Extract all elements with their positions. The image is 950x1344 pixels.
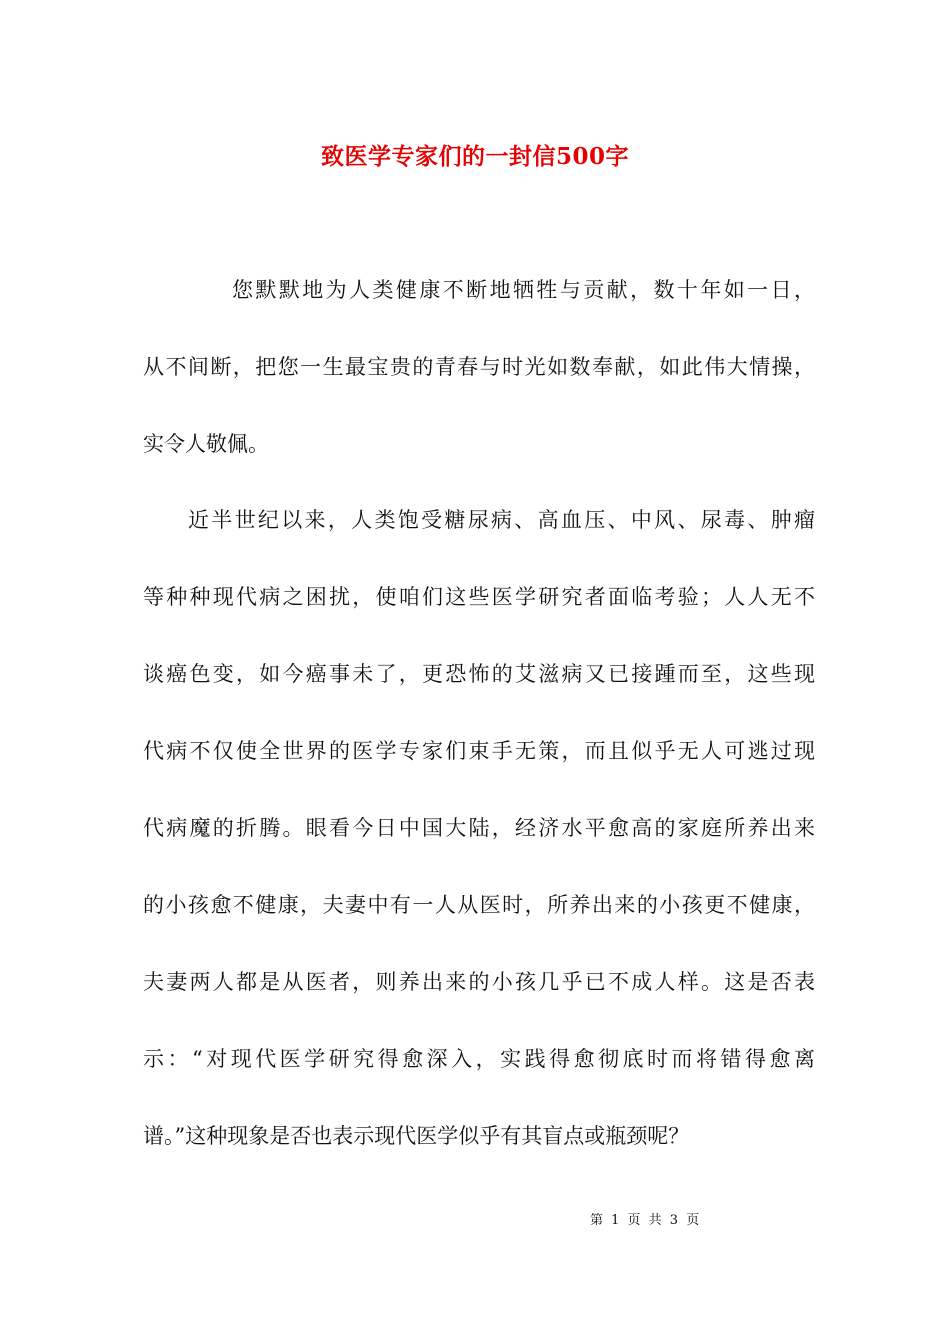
paragraph-line: 示：“对现代医学研究得愈深入，实践得愈彻底时而将错得愈离	[143, 1047, 815, 1071]
document-title: 致医学专家们的一封信500字	[320, 143, 629, 170]
paragraph-line: 谱。”这种现象是否也表示现代医学似乎有其盲点或瓶颈呢？	[143, 1124, 690, 1148]
paragraph-line: 谈癌色变，如今癌事未了，更恐怖的艾滋病又已接踵而至，这些现	[143, 662, 815, 686]
paragraph-1	[143, 252, 815, 483]
paragraph-line: 代病魔的折腾。眼看今日中国大陆，经济水平愈高的家庭所养出来	[143, 816, 815, 840]
paragraph-2	[143, 482, 815, 1175]
paragraph-line: 的小孩愈不健康，夫妻中有一人从医时，所养出来的小孩更不健康，	[143, 893, 815, 917]
paragraph-line: 您默默地为人类健康不断地牺牲与贡献，数十年如一日，	[232, 278, 815, 302]
page-number-footer: 第 1 页 共 3 页	[590, 1213, 702, 1228]
paragraph-line: 近半世纪以来，人类饱受糖尿病、高血压、中风、尿毒、肿瘤	[188, 508, 815, 532]
paragraph-line: 夫妻两人都是从医者，则养出来的小孩几乎已不成人样。这是否表	[143, 970, 815, 994]
paragraph-line: 代病不仅使全世界的医学专家们束手无策，而且似乎无人可逃过现	[143, 739, 815, 763]
paragraph-line: 等种种现代病之困扰，使咱们这些医学研究者面临考验；人人无不	[143, 585, 815, 609]
paragraph-line: 实令人敬佩。	[143, 432, 269, 456]
paragraph-line: 从不间断，把您一生最宝贵的青春与时光如数奉献，如此伟大情操，	[143, 355, 815, 379]
